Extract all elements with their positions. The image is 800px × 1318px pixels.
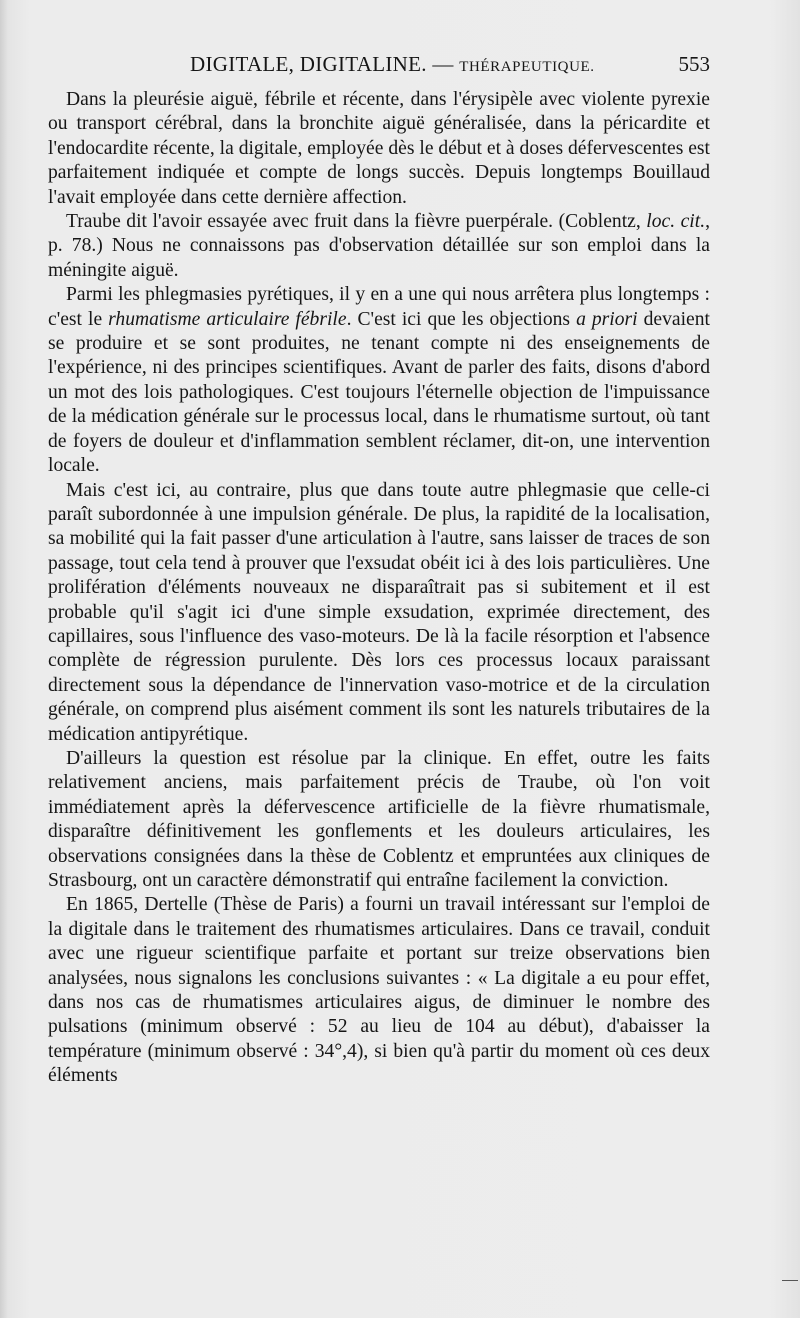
paragraph-5 — [48, 747, 710, 893]
running-title-section: THÉRAPEUTIQUE. — [459, 59, 595, 75]
italic-term: rhumatisme articulaire fébrile — [108, 308, 347, 330]
running-title-main: DIGITALE, DIGITALINE. — [190, 52, 427, 76]
text-segment: Mais c'est ici, au contraire, plus que dans toute autre phlegmasie que celle-ci paraît subordonnée à une impulsion générale. De plus, la rapidité de la localisation, sa mobilité qui la fait passer d'une articulation à l'autre, sans laisser de traces de son passage, tout cela tend à prouver que l'exsudat obéit ici à des lois particulières. Une prolifération d'éléments nouveaux ne disparaîtrait pas si subitement et il est probable qu'il s'agit ici d'une simple exsudation, exprimée directement, des capillaires, sous l'influence des vaso-moteurs. De là la facile résorption et l'absence complète de régression purulente. Dès lors ces processus locaux paraissant directement sous la dépendance de l'innervation vaso-motrice et de la circulation générale, on comprend plus aisément comment ils sont les naturels tributaires de la médication antipyrétique. — [48, 479, 710, 745]
text-segment: En 1865, Dertelle (Thèse de Paris) a fourni un travail intéressant sur l'emploi de la digitale dans le traitement des rhumatismes articulaires. Dans ce travail, conduit avec une rigueur scientifique parfaite et portant sur treize observations bien analysées, nous signalons les conclusions suivantes : « La digitale a eu pour effet, dans nos cas de rhumatismes articulaires aigus, de diminuer le nombre des pulsations (minimum observé : 52 au lieu de 104 au début), d'abaisser la température (minimum observé : 34°,4), si bien qu'à partir du moment où ces deux éléments — [48, 894, 710, 1087]
italic-term: a priori — [576, 308, 638, 330]
margin-mark — [782, 1280, 798, 1281]
page-number: 553 — [678, 52, 710, 76]
text-segment: D'ailleurs la question est résolue par la clinique. En effet, outre les faits relativement anciens, mais parfaitement précis de Traube, où l'on voit immédiatement après la défervescence artificielle de la fièvre rhumatismale, disparaître définitivement les gonflements et les douleurs articulaires, les observations consignées dans la thèse de Coblentz et empruntées aux cliniques de Strasbourg, ont un caractère démonstratif qui entraîne facilement la conviction. — [48, 747, 710, 891]
paragraph-3 — [48, 283, 710, 478]
page-header — [48, 52, 710, 80]
paragraph-4 — [48, 479, 710, 747]
paragraph-6 — [48, 893, 710, 1088]
text-segment: , p. 78.) Nous ne connaissons pas d'observation détaillée sur son emploi dans la méningite aiguë. — [48, 211, 711, 281]
text-segment: Dans la pleurésie aiguë, fébrile et récente, dans l'érysipèle avec violente pyrexie ou transport cérébral, dans la bronchite aiguë généralisée, dans la péricardite et l'endocardite récente, la digitale, employée dès le début et à doses défervescentes est parfaitement indiquée et compte de longs succès. Depuis longtemps Bouillaud l'avait employée dans cette dernière affection. — [48, 89, 710, 208]
paragraph-2 — [48, 210, 710, 283]
text-segment: . C'est ici que les objections — [346, 308, 577, 330]
text-segment: Parmi les phlegmasies pyrétiques, il y en a une qui nous arrêtera plus longtemps : c'est le — [48, 284, 710, 330]
running-title-separator: — — [426, 52, 460, 76]
running-title — [190, 52, 595, 77]
text-segment: Traube dit l'avoir essayée avec fruit dans la fièvre puerpérale. (Coblentz, — [66, 211, 647, 233]
paragraph-1 — [48, 88, 710, 210]
body-text — [48, 88, 710, 1089]
italic-citation: loc. cit. — [646, 211, 706, 233]
text-segment: devaient se produire et se sont produites, ne tenant compte ni des enseignements de l'expérience, ni des principes scientifiques. Avant de parler des faits, disons d'abord un mot des lois pathologiques. C'est toujours l'éternelle objection de l'impuissance de la médication générale sur le processus local, dans le rhumatisme surtout, où tant de foyers de douleur et d'inflammation semblent réclamer, dit-on, une intervention locale. — [48, 308, 710, 477]
